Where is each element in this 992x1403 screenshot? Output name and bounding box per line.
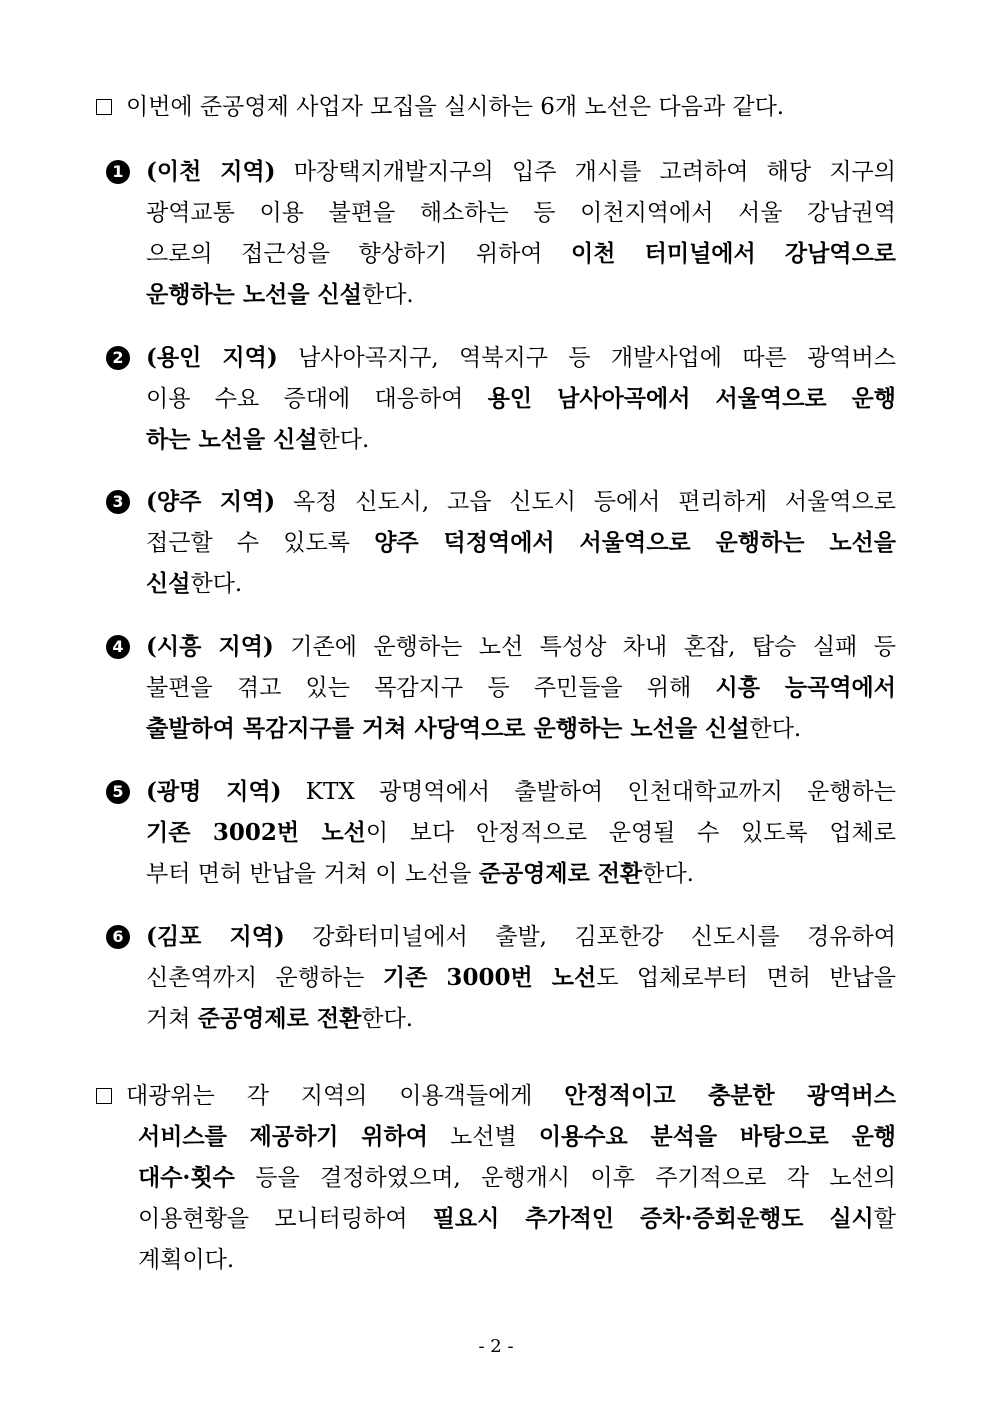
checkbox-bullet-icon: [96, 99, 112, 115]
closing-line: [138, 1245, 896, 1275]
item-line: [146, 673, 896, 703]
item-line: [146, 157, 896, 187]
intro-paragraph: [96, 92, 896, 122]
item-line: [146, 818, 896, 848]
text-run: 마장택지개발지구의 입주 개시를 고려하여 해당 지구의: [275, 159, 896, 185]
text-run: 거쳐: [146, 1006, 198, 1032]
text-run: 불편을 겪고 있는 목감지구 등 주민들을 위해: [146, 675, 716, 701]
text-run: 으로의 접근성을 향상하기 위하여: [146, 241, 572, 267]
text-run: KTX 광명역에서 출발하여 인천대학교까지 운행하는: [281, 779, 896, 805]
bold-text: 이천 터미널에서 강남역으로: [571, 240, 897, 267]
bold-text: 신설: [146, 570, 191, 597]
numbered-marker-icon: 6: [106, 925, 130, 949]
text-run: 한다.: [642, 861, 694, 887]
text-run: 도 업체로부터 면허 반납을: [596, 965, 896, 991]
numbered-marker-icon: 2: [106, 346, 130, 370]
bold-text: (용인 지역): [146, 344, 278, 371]
page-number: - 2 -: [478, 1336, 514, 1357]
item-line: [146, 632, 896, 662]
text-run: 남사아곡지구, 역북지구 등 개발사업에 따른 광역버스: [277, 345, 896, 371]
bold-text: 대수·횟수: [138, 1164, 235, 1191]
text-run: 부터 면허 반납을 거쳐 이 노선을: [146, 861, 479, 887]
bold-text: 하는 노선을 신설: [146, 426, 318, 453]
closing-line: [138, 1204, 896, 1234]
bold-text: (이천 지역): [146, 158, 276, 185]
bold-text: (광명 지역): [146, 778, 282, 805]
bold-text: 이용수요 분석을 바탕으로 운행: [538, 1123, 896, 1150]
text-run: 한다.: [361, 1006, 414, 1032]
numbered-marker-icon: 1: [106, 160, 130, 184]
item-line: [146, 280, 896, 310]
text-run: 한다.: [361, 282, 414, 308]
text-run: 등을 결정하였으며, 운행개시 이후 주기적으로 각 노선의: [234, 1165, 896, 1191]
closing-line: [138, 1163, 896, 1193]
numbered-marker-icon: 4: [106, 635, 130, 659]
bold-text: (시흥 지역): [146, 633, 274, 660]
bold-text: 안정적이고 충분한 광역버스: [564, 1082, 896, 1109]
text-run: 신촌역까지 운행하는: [146, 965, 383, 991]
bold-text: 용인 남사아곡에서 서울역으로 운행: [487, 385, 896, 412]
item-line: [146, 922, 896, 952]
bold-text: 운행하는 노선을 신설: [146, 281, 362, 308]
text-run: 기존에 운행하는 노선 특성상 차내 혼잡, 탑승 실패 등: [273, 634, 896, 660]
bold-text: 양주 덕정역에서 서울역으로 운행하는 노선을: [374, 529, 896, 556]
item-line: [146, 714, 896, 744]
text-run: 계획이다.: [138, 1247, 235, 1273]
item-line: [146, 239, 896, 269]
intro-text: 이번에 준공영제 사업자 모집을 실시하는 6개 노선은 다음과 같다.: [126, 94, 785, 120]
text-run: 한다.: [190, 571, 243, 597]
text-run: 이용 수요 증대에 대응하여: [146, 386, 488, 412]
item-line: [146, 384, 896, 414]
checkbox-bullet-icon: [96, 1088, 112, 1104]
bold-text: 시흥 능곡역에서: [715, 674, 896, 701]
text-run: 이 보다 안정적으로 운영될 수 있도록 업체로: [365, 820, 896, 846]
bold-text: 서비스를 제공하기 위하여: [138, 1123, 428, 1150]
item-line: [146, 569, 896, 599]
text-run: 광역교통 이용 불편을 해소하는 등 이천지역에서 서울 강남권역: [146, 200, 896, 226]
item-line: [146, 777, 896, 807]
closing-line: [96, 1081, 896, 1111]
closing-line: [138, 1122, 896, 1152]
item-line: [146, 859, 896, 889]
item-line: [146, 198, 896, 228]
item-line: [146, 343, 896, 373]
item-line: [146, 1004, 896, 1034]
text-run: 노선별: [427, 1124, 539, 1150]
text-run: 할: [873, 1206, 896, 1232]
item-line: [146, 487, 896, 517]
bold-text: 준공영제로 전환: [478, 860, 643, 887]
bold-text: (양주 지역): [146, 488, 276, 515]
text-run: 강화터미널에서 출발, 김포한강 신도시를 경유하여: [284, 924, 896, 950]
bold-text: 준공영제로 전환: [197, 1005, 362, 1032]
text-run: 접근할 수 있도록: [146, 530, 375, 556]
bold-text: 출발하여 목감지구를 거쳐 사당역으로 운행하는 노선을 신설: [146, 715, 750, 742]
text-run: 대광위는 각 지역의 이용객들에게: [126, 1083, 565, 1109]
numbered-marker-icon: 5: [106, 780, 130, 804]
text-run: 옥정 신도시, 고읍 신도시 등에서 편리하게 서울역으로: [275, 489, 896, 515]
bold-text: 필요시 추가적인 증차·증회운행도 실시: [432, 1205, 874, 1232]
bold-text: (김포 지역): [146, 923, 285, 950]
text-run: 한다.: [749, 716, 802, 742]
text-run: 이용현황을 모니터링하여: [138, 1206, 433, 1232]
bold-text: 기존 3002번 노선: [146, 819, 366, 846]
numbered-marker-icon: 3: [106, 490, 130, 514]
item-line: [146, 528, 896, 558]
item-line: [146, 963, 896, 993]
text-run: 한다.: [317, 427, 370, 453]
bold-text: 기존 3000번 노선: [382, 964, 597, 991]
item-line: [146, 425, 896, 455]
